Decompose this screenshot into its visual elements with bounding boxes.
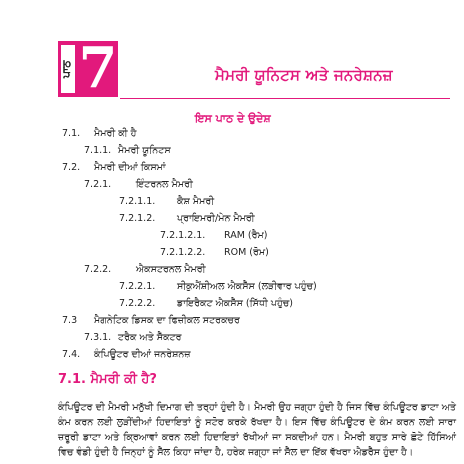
toc-text: ਮੈਮਰੀ ਯੂਨਿਟਸ bbox=[118, 145, 171, 156]
chapter-word: ਪਾਠ bbox=[61, 45, 75, 93]
toc-text: ਮੈਗਨੇਟਿਕ ਡਿਸਕ ਦਾ ਫਿਜ਼ੀਕਲ ਸਟਰਕਚਰ bbox=[94, 315, 240, 326]
toc-text: ਕੰਪਿਊਟਰ ਦੀਆਂ ਜਨਰੇਸ਼ਨਜ਼ bbox=[94, 349, 191, 360]
toc-text: ਮੈਮਰੀ ਕੀ ਹੈ bbox=[94, 128, 137, 139]
toc-item bbox=[119, 196, 214, 208]
objectives-heading: ਇਸ ਪਾਠ ਦੇ ਉਦੇਸ਼ bbox=[195, 112, 271, 125]
toc-number: 7.3.1. bbox=[84, 332, 112, 343]
toc-number: 7.2.1.2.2. bbox=[160, 247, 206, 258]
toc-number: 7.2.2.1. bbox=[119, 281, 156, 292]
toc-number: 7.1. bbox=[62, 128, 81, 139]
toc-number: 7.3 bbox=[62, 315, 78, 326]
toc-item bbox=[84, 179, 193, 191]
toc-text: ਐਕਸਟਰਨਲ ਮੈਮਰੀ bbox=[136, 264, 206, 275]
toc-item bbox=[62, 128, 136, 140]
toc-number: 7.2.1.2.1. bbox=[160, 230, 206, 241]
toc-text: RAM (ਰੈਮ) bbox=[224, 230, 268, 241]
toc-text: ਮੈਮਰੀ ਦੀਆਂ ਕਿਸਮਾਂ bbox=[94, 162, 166, 173]
toc-number: 7.1.1. bbox=[84, 145, 112, 156]
toc-number: 7.2.1.2. bbox=[119, 213, 156, 224]
toc-number: 7.2.2.2. bbox=[119, 298, 156, 309]
toc-item bbox=[119, 281, 317, 293]
toc-text: ROM (ਰੋਮ) bbox=[224, 247, 269, 258]
toc-number: 7.2.1.1. bbox=[119, 196, 156, 207]
toc-text: ਸੀਕੁਐਂਸ਼ੀਅਲ ਐਕਸੈੱਸ (ਲੜੀਵਾਰ ਪਹੁੰਚ) bbox=[177, 281, 317, 292]
toc-item bbox=[62, 315, 240, 327]
toc-item bbox=[160, 230, 268, 242]
paragraph-text: ਕੰਪਿਊਟਰ ਦੀ ਮੈਮਰੀ ਮਨੁੱਖੀ ਦਿਮਾਗ ਦੀ ਤਰ੍ਹਾਂ ਹੁੰਦੀ ਹੈ। ਮੈਮਰੀ ਉਹ ਜਗ੍ਹਾ ਹੁੰਦੀ ਹੈ ਜਿਸ ਵਿੱਚ ਕੰਪਿਊਟਰ ਡਾਟਾ ਅਤੇ ਕੰਮ ਕਰਨ ਲਈ ਲੁੜੀਂਦੀਆਂ ਹਿਦਾਇਤਾਂ ਨੂੰ ਸਟੋਰ ਕਰਕੇ ਰੱਖਦਾ ਹੈ। ਇਸ ਵਿੱਚ ਕੰਪਿਊਟਰ ਦੇ ਕੰਮ ਕਰਨ ਲਈ ਸਾਰਾ ਜ਼ਰੂਰੀ ਡਾਟਾ ਅਤੇ ਕ੍ਰਿਆਵਾਂ ਕਰਨ ਲਈ ਹਿਦਾਇਤਾਂ ਰੱਖੀਆਂ ਜਾ ਸਕਦੀਆਂ ਹਨ। ਮੈਮਰੀ ਬਹੁਤ ਸਾਰੇ ਛੋਟੇ ਹਿੱਸਿਆਂ ਵਿਚ ਵੰਡੀ ਹੁੰਦੀ ਹੈ ਜਿਨ੍ਹਾਂ ਨੂੰ ਸੈੱਲ ਕਿਹਾ ਜਾਂਦਾ ਹੈ, ਹਰੇਕ ਜਗ੍ਹਾ ਜਾਂ ਸੈੱਲ ਦਾ ਇੱਕ ਵੱਖਰਾ ਐਡਰੈੱਸ ਹੁੰਦਾ ਹੈ। bbox=[58, 402, 456, 458]
body-paragraph bbox=[58, 400, 456, 460]
toc-number: 7.4. bbox=[62, 349, 81, 360]
chapter-number: 7 bbox=[78, 35, 118, 101]
toc-number: 7.2.1. bbox=[84, 179, 112, 190]
toc-text: ਟਰੈਕ ਅਤੇ ਸੈੱਕਟਰ bbox=[118, 332, 182, 343]
toc-item bbox=[119, 298, 293, 310]
title-divider bbox=[120, 98, 450, 99]
toc-item bbox=[160, 247, 269, 259]
toc-text: ਪ੍ਰਾਇਮਰੀ/ਮੇਨ ਮੈਮਰੀ bbox=[177, 213, 255, 224]
toc-item bbox=[119, 213, 255, 225]
chapter-badge bbox=[58, 35, 118, 101]
toc-number: 7.2. bbox=[62, 162, 81, 173]
toc-text: ਇੰਟਰਨਲ ਮੈਮਰੀ bbox=[136, 179, 193, 190]
toc-text: ਕੈਸ਼ ਮੈਮਰੀ bbox=[177, 196, 215, 207]
toc-item bbox=[62, 162, 166, 174]
toc-text: ਡਾਇਰੈਕਟ ਐਕਸੈੱਸ (ਸਿੱਧੀ ਪਹੁੰਚ) bbox=[177, 298, 293, 309]
chapter-title: ਮੈਮਰੀ ਯੂਨਿਟਸ ਅਤੇ ਜਨਰੇਸ਼ਨਜ਼ bbox=[215, 66, 393, 84]
section-heading: 7.1. ਮੈਮਰੀ ਕੀ ਹੈ? bbox=[58, 372, 157, 387]
toc-item bbox=[84, 264, 206, 276]
toc-item bbox=[84, 332, 182, 344]
toc-number: 7.2.2. bbox=[84, 264, 112, 275]
toc-item bbox=[84, 145, 171, 157]
toc-item bbox=[62, 349, 191, 361]
